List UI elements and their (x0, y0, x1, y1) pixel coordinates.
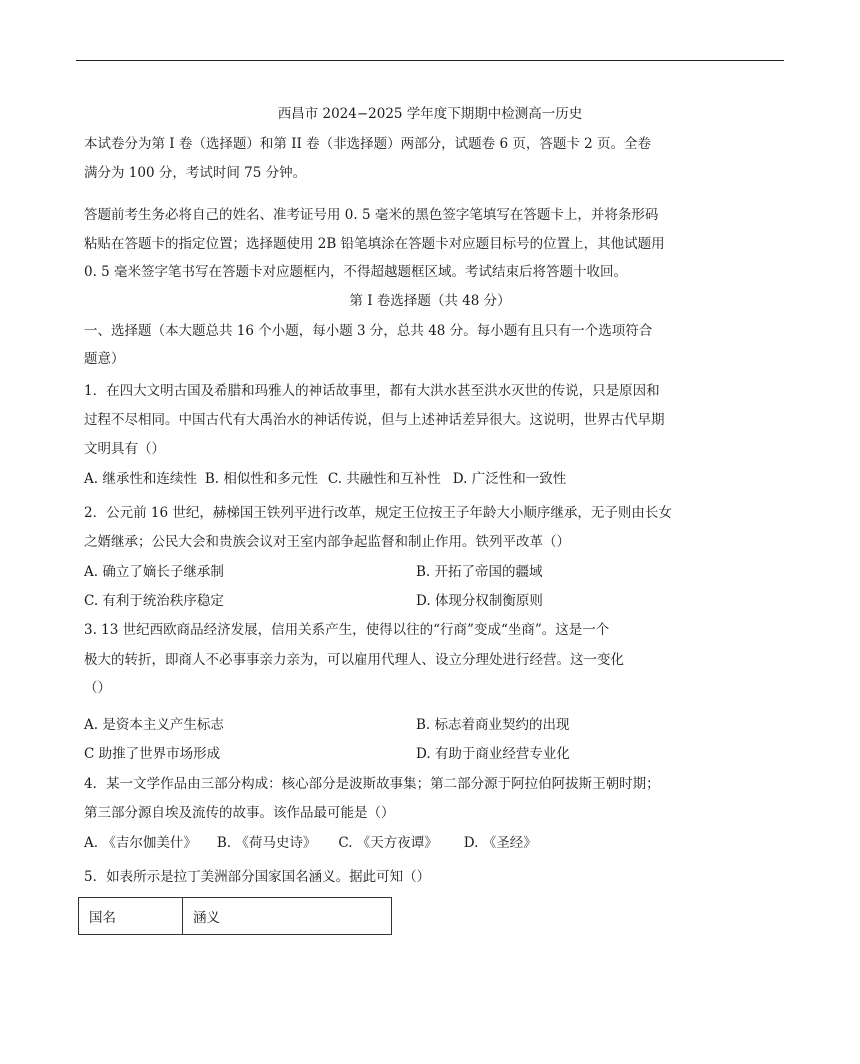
table-header-cell: 涵义 (183, 898, 392, 935)
intro-line-2: 满分为 100 分，考试时间 75 分钟。 (84, 165, 307, 181)
q4-option-b: B. 《荷马史诗》 (216, 835, 317, 851)
q2-option-d: D. 体现分权制衡原则 (416, 593, 543, 609)
q1-option-c: C. 共融性和互补性 (327, 471, 441, 487)
q2-line-1: 2．公元前 16 世纪，赫梯国王铁列平进行改革，规定王位按王子年龄大小顺序继承，无子则由长女 (84, 505, 672, 521)
section1-line-1: 一、选择题（本大题总共 16 个小题，每小题 3 分，总共 48 分。每小题有且只有一个选项符合 (84, 323, 653, 339)
q2-line-2: 之婿继承；公民大会和贵族会议对王室内部争起监督和制止作用。铁列平改革（） (84, 534, 570, 550)
section1-line-2: 题意） (84, 351, 125, 367)
q1-option-a: A. 继承性和连续性 (84, 471, 197, 487)
q1-line-1: 1．在四大文明古国及希腊和玛雅人的神话故事里，都有大洪水甚至洪水灭世的传说，只是原因和 (84, 383, 660, 399)
q1-option-b: B. 相似性和多元性 (204, 471, 318, 487)
q5-line-1: 5．如表所示是拉丁美洲部分国家国名涵义。据此可知（） (84, 869, 431, 885)
q1-option-d: D. 广泛性和一致性 (452, 471, 567, 487)
intro-line-1: 本试卷分为第 I 卷（选择题）和第 II 卷（非选择题）两部分，试题卷 6 页，答题卡 2 页。全卷 (84, 136, 652, 152)
q4-option-a: A. 《吉尔伽美什》 (84, 835, 197, 851)
q1-options (84, 469, 566, 489)
q4-line-2: 第三部分源自埃及流传的故事。该作品最可能是（） (84, 805, 395, 821)
table-header-cell: 国名 (79, 898, 183, 935)
table-header-row (79, 898, 392, 935)
q3-option-b: B. 标志着商业契约的出现 (416, 717, 570, 733)
instructions-line-3: 0. 5 毫米签字笔书写在答题卡对应题框内，不得超越题框区域。考试结束后将答题十收回。 (84, 264, 628, 280)
exam-title: 西昌市 2024−2025 学年度下期期中检测高一历史 (277, 106, 583, 122)
q4-line-1: 4．某一文学作品由三部分构成：核心部分是波斯故事集；第二部分源于阿拉伯阿拔斯王朝时期； (84, 776, 660, 792)
q2-option-b: B. 开拓了帝国的疆域 (416, 564, 543, 580)
q3-line-1: 3. 13 世纪西欧商品经济发展，信用关系产生，使得以往的“行商”变成“坐商”。这是一个 (84, 622, 610, 638)
q3-line-2: 极大的转折，即商人不必事事亲力亲为，可以雇用代理人、设立分理处进行经营。这一变化 (84, 652, 624, 668)
q4-options (84, 833, 537, 853)
part1-title: 第 I 卷选择题（共 48 分） (349, 293, 511, 309)
q3-option-d: D. 有助于商业经营专业化 (416, 746, 570, 762)
q2-option-c: C. 有利于统治秩序稳定 (84, 593, 224, 609)
q4-option-c: C. 《天方夜谭》 (338, 835, 438, 851)
q2-option-a: A. 确立了嫡长子继承制 (84, 564, 224, 580)
country-name-table (78, 897, 392, 935)
q1-line-3: 文明具有（） (84, 441, 165, 457)
q4-option-d: D. 《圣经》 (463, 835, 537, 851)
top-rule (76, 60, 784, 61)
q3-option-a: A. 是资本主义产生标志 (84, 717, 224, 733)
instructions-line-2: 粘贴在答题卡的指定位置；选择题使用 2B 铅笔填涂在答题卡对应题目标号的位置上，其他试题用 (84, 236, 665, 252)
q3-line-3: （） (84, 680, 111, 696)
instructions-line-1: 答题前考生务必将自己的姓名、准考证号用 0. 5 毫米的黑色签字笔填写在答题卡上，并将条形码 (84, 207, 659, 223)
q1-line-2: 过程不尽相同。中国古代有大禹治水的神话传说，但与上述神话差异很大。这说明，世界古代早期 (84, 412, 665, 428)
q3-option-c: C 助推了世界市场形成 (84, 746, 221, 762)
